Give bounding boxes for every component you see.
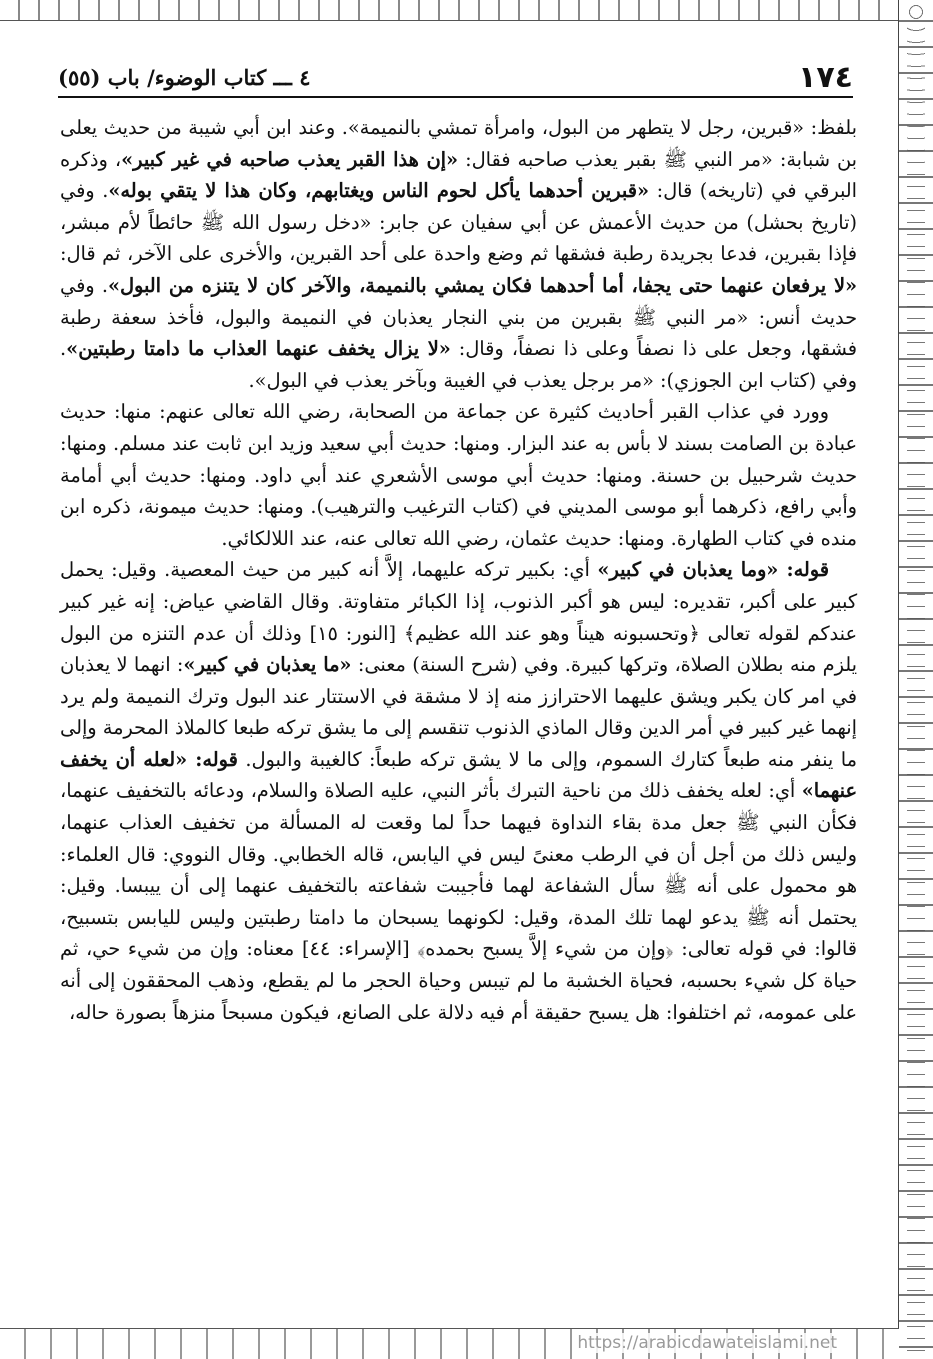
bold-quote: «لا يرفعان عنهما حتى يجفا، أما أحدهما فكان يمشي بالنميمة، والآخر كان لا يتنزه من البول» xyxy=(107,273,858,297)
bold-quote: قوله: «وما يعذبان في كبير» xyxy=(597,558,829,582)
bold-quote: «قبرين أحدهما يأكل لحوم الناس ويغتابهم، وكان هذا لا يتقي بوله» xyxy=(108,179,649,203)
bold-quote: «إن هذا القبر يعذب صاحبه في غير كبير» xyxy=(121,147,459,171)
paragraph xyxy=(60,396,857,554)
bold-quote: «لا يزال يخفف عنهما العذاب ما دامتا رطبتين» xyxy=(66,337,451,361)
text-run: وورد في عذاب القبر أحاديث كثيرة عن جماعة من الصحابة، رضي الله تعالى عنهم: منها: حديث عبادة بن الصامت بسند لا بأس به عند البزار. ومنها: حديث أبي سعيد وزيد ابن ثابت عند مسلم. ومنها: حديث شرحبيل بن حسنة. ومنها: حديث أبي موسى الأشعري عند أبي داود. ومنها: حديث أبي أمامة وأبي رافع، ذكرهما أبو موسى المديني في (كتاب الترغيب والترهيب). ومنها: حديث ميمونة، ذكره ابن منده في كتاب الطهارة. ومنها: حديث عثمان، رضي الله تعالى عنه، عند اللالكائي. xyxy=(60,400,857,550)
text-run: بلفظ: «قبرين، رجل لا يتطهر من البول، وامرأة تمشي بالنميمة». وعند ابن أبي شيبة من حديث يعلى بن شبابة: «مر النبي ﷺ بقبر يعذب صاحبه فقال: xyxy=(60,116,857,171)
text-run: . وفي حديث أنس: «مر النبي ﷺ بقبرين من بني النجار يعذبان في النميمة والبول، فأخذ سعفة رطبة فشقها، وجعل على ذا نصفاً وعلى ذا نصفاً، وقال: xyxy=(60,273,857,361)
page-body-text xyxy=(60,112,857,1028)
text-run: أي: لعله يخفف ذلك من ناحية التبرك بأثر النبي، عليه الصلاة والسلام، ودعائه بالتخفيف عنهما، فكأن النبي ﷺ جعل مدة بقاء النداوة فيهما حداً لما وقعت له المسألة من تخفيف العذاب عنهما، وليس ذلك من أجل أن في الرطب معنىً ليس في اليابس، قاله الخطابي. وقال النووي: قال العلماء: هو محمول على أنه ﷺ سأل الشفاعة لهما فأجيبت شفاعته بالتخفيف عنهما إلى أن ييبسا. وقيل: يحتمل أنه ﷺ يدعو لهما تلك المدة، وقيل: لكونهما يسبحان ما دامتا رطبتين وليس لليابس بتسبيح، قالوا: في قوله تعالى: ﴿وإن من شيء إلاَّ يسبح بحمده﴾ [الإسراء: ٤٤] معناه: وإن من شيء حي، ثم حياة كل شيء بحسبه، فحياة الخشبة ما لم تيبس وحياة الحجر ما لم يقطع، وذهب المحققون إلى أنه على عمومه، ثم اختلفوا: هل يسبح حقيقة أم فيه دلالة على الصانع، فيكون مسبحاً منزهاً بصورة حاله، xyxy=(60,779,857,1024)
page-number: ١٧٤ xyxy=(798,59,853,95)
text-run: ، وذكره البرقي في (تاريخه) قال: xyxy=(60,147,858,203)
paragraph xyxy=(60,554,857,1028)
right-ornamental-border xyxy=(898,0,933,1359)
watermark-url: https://arabicdawateislami.net xyxy=(573,1333,841,1353)
bold-quote: قوله: «لعله أن يخفف عنهما» xyxy=(60,747,857,803)
page-header xyxy=(58,58,853,98)
text-run: : انهما لا يعذبان في امر كان يكبر ويشق عليهما الاحترازز منه إذ لا مشقة في الاستتار عند البول وترك النميمة ولم يرد إنهما غير كبير في أمر الدين وقال الماذي الذنوب تنقسم إلى ما يشق تركه طبعا كالملاذ المحرمة وإلى ما ينفر منه طبعاً كتارك السموم، وإلى ما لا يشق تركه طبعاً: كالغيبة والبول. xyxy=(60,653,858,771)
paragraph xyxy=(60,112,857,396)
text-run: . وفي (كتاب ابن الجوزي): «مر برجل يعذب في الغيبة وبآخر يعذب في البول». xyxy=(60,337,857,392)
text-run: أي: بكبير تركه عليهما، إلاَّ أنه كبير من حيث المعصية. وقيل: يحمل كبير على أكبر، تقديره: ليس هو أكبر الذنوب، إذا الكبائر متفاوتة. وقال القاضي عياض: إنه غير كبير عندكم لقوله تعالى ﴿وتحسبونه هيناً وهو عند الله عظيم﴾ [النور: ١٥] وذلك أن عدم التنزه من البول يلزم منه بطلان الصلاة، وتركها كبيرة. وفي (شرح السنة) معنى: xyxy=(60,558,857,677)
running-head: ٤ ـــ كتاب الوضوء/ باب (٥٥) xyxy=(58,64,311,90)
text-run: . وفي (تاريخ بحشل) من حديث الأعمش عن أبي سفيان عن جابر: «دخل رسول الله ﷺ حائطاً لأم مبشر، فإذا بقبرين، فدعا بجريدة رطبة فشقها ثم وضع واحدة على أحد القبرين، والأخرى على الآخر، ثم قال: xyxy=(60,179,857,266)
bold-quote: «ما يعذبان في كبير» xyxy=(183,653,352,677)
top-ornamental-border xyxy=(0,0,899,21)
